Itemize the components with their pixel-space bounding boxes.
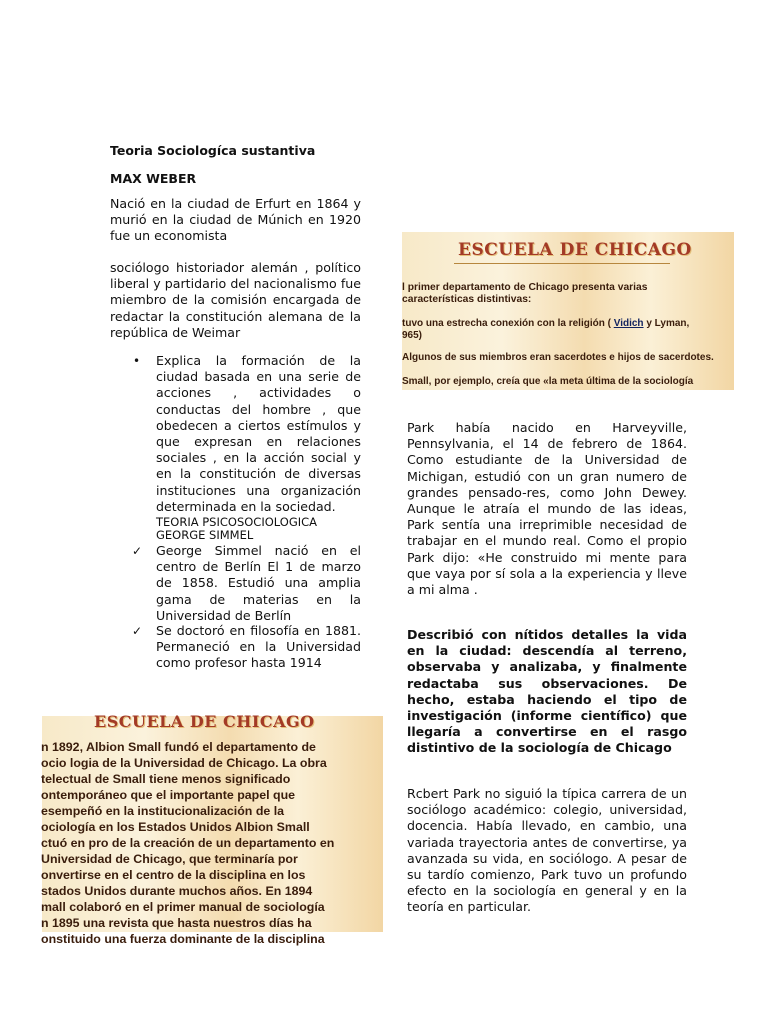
banner-line: Small, por ejemplo, creía que «la meta última de la sociología [402, 376, 694, 387]
bullet-marker: • [133, 354, 141, 368]
list-item [132, 623, 361, 672]
checklist [132, 543, 361, 624]
banner-line: n 1895 una revista que hasta nuestros días ha [41, 916, 312, 930]
banner-line: n 1892, Albion Small fundó el departamento de [41, 740, 316, 754]
author-heading: MAX WEBER [110, 171, 197, 186]
banner-line: l primer departamento de Chicago presenta varias [402, 282, 648, 293]
banner-line: ontemporáneo que el importante papel que [41, 788, 296, 802]
banner-line: Algunos de sus miembros eran sacerdotes e hijos de sacerdotes. [402, 352, 714, 363]
chicago-banner-top [402, 232, 734, 390]
banner-line: esempeñó en la institucionalización de la [41, 804, 285, 818]
banner-divider [454, 263, 670, 264]
list-item [132, 543, 361, 624]
banner-line: telectual de Small tiene menos significado [41, 772, 291, 786]
banner-title: ESCUELA DE CHICAGO [458, 240, 692, 260]
banner-title: ESCUELA DE CHICAGO [94, 712, 315, 731]
check-icon: ✓ [132, 544, 143, 558]
banner-line: stados Unidos durante muchos años. En 1894 [41, 884, 313, 898]
vidich-link: Vidich [613, 318, 644, 329]
banner-line: tuvo una estrecha conexión con la religión ( Vidich y Lyman, [402, 318, 690, 329]
banner-line: mall colaboró en el primer manual de sociología [41, 900, 325, 914]
banner-line: onstituido una fuerza dominante de la disciplina [41, 932, 325, 946]
simmel-name-heading: GEORGE SIMMEL [156, 528, 254, 542]
bullet-list [133, 353, 361, 515]
banner-line: características distintivas: [402, 294, 532, 305]
weber-paragraph-1: Nació en la ciudad de Erfurt en 1864 y murió en la ciudad de Múnich en 1920 fue un economista [110, 196, 361, 244]
banner-line: ctuó en pro de la creación de un departamento en [41, 836, 335, 850]
simmel-theory-heading: TEORIA PSICOSOCIOLOGICA [156, 515, 318, 529]
banner-line: ociología en los Estados Unidos Albion Small [41, 820, 310, 834]
park-paragraph-1: Park había nacido en Harveyville, Pennsylvania, el 14 de febrero de 1864. Como estudiante de la Universidad de Michigan, estudió con un gran numero de grandes pensado-res, como John Dewey. Aunque le atraía el mundo de las ideas, Park sentía una irreprimible necesidad de trabajar en el mundo real. Como el propio Park dijo: «He construido mi mente para que vaya por sí sola a la experiencia y lleve a mi alma . [407, 420, 687, 598]
checklist-2 [132, 623, 361, 672]
banner-line: 965) [402, 330, 423, 341]
check-icon: ✓ [132, 624, 143, 638]
chicago-banner-bottom [41, 712, 383, 946]
park-paragraph-3: Rcbert Park no siguió la típica carrera de un sociólogo académico: colegio, universidad, docencia. Había llevado, en cambio, una variada trayectoria antes de convertirse, ya avanzada su vida, en sociólogo. A pesar de su tardío comienzo, Park tuvo un profundo efecto en la sociología en general y en la teoría en particular. [407, 786, 687, 915]
banner-line: onvertirse en el centro de la disciplina en los [41, 868, 306, 882]
bullet-text: Explica la formación de la ciudad basada en una serie de acciones , actividades o conductas del hombre , que obedecen a ciertos estímulos y que expresan en relaciones sociales , en la acción social y en la constitución de diversas instituciones una organización determinada en la sociedad. [156, 353, 361, 514]
park-paragraph-2: Describió con nítidos detalles la vida en la ciudad: descendía al terreno, observaba y analizaba, y finalmente redactaba sus observaciones. De hecho, estaba haciendo el tipo de investigación (informe científico) que llegaría a convertirse en el rasgo distintivo de la sociología de Chicago [407, 627, 687, 756]
document-title: Teoria Sociologíca sustantiva [110, 143, 316, 158]
check-text: George Simmel nació en el centro de Berlín El 1 de marzo de 1858. Estudió una amplia gama de materias en la Universidad de Berlín [156, 543, 361, 623]
banner-line: ocio logia de la Universidad de Chicago. La obra [41, 756, 327, 770]
list-item [133, 353, 361, 515]
banner-line: Universidad de Chicago, que terminaría por [41, 852, 298, 866]
check-text: Se doctoró en filosofía en 1881. Permaneció en la Universidad como profesor hasta 1914 [156, 623, 361, 671]
weber-paragraph-2: sociólogo historiador alemán , político liberal y partidario del nacionalismo fue miembro de la comisión encargada de redactar la constitución alemana de la república de Weimar [110, 260, 361, 340]
